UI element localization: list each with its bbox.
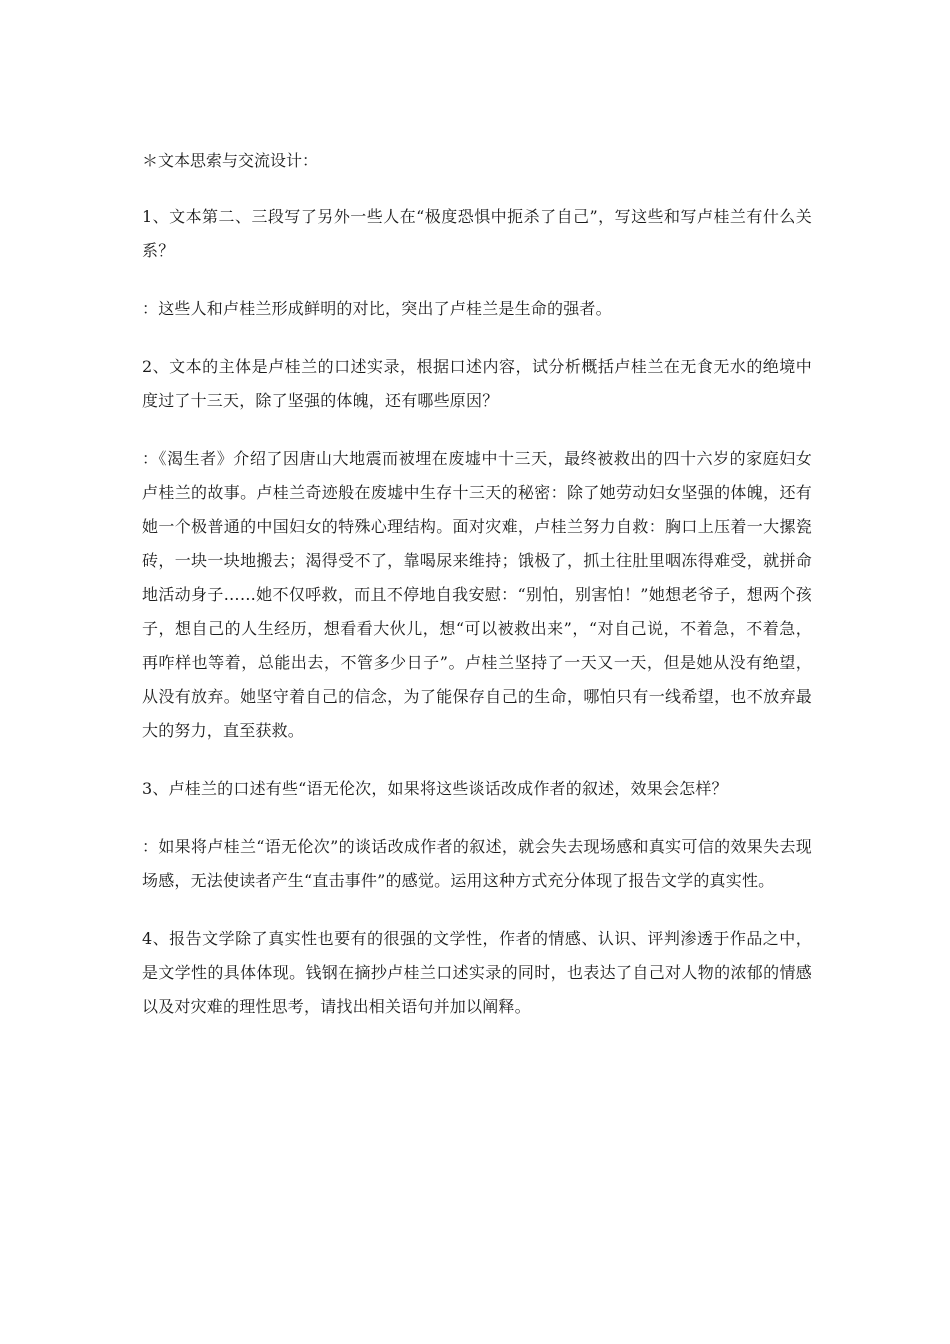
question-4: 4、报告文学除了真实性也要有的很强的文学性，作者的情感、认识、评判渗透于作品之中，是文学性的具体体现。钱钢在摘抄卢桂兰口述实录的同时，也表达了自己对人物的浓郁的情感以及对灾难的理性思考，请找出相关语句并加以阐释。 — [142, 929, 812, 1016]
section-heading: ＊文本思索与交流设计： — [142, 151, 319, 170]
question-2: 2、文本的主体是卢桂兰的口述实录，根据口述内容，试分析概括卢桂兰在无食无水的绝境中度过了十三天，除了坚强的体魄，还有哪些原因？ — [142, 357, 812, 410]
question-3: 3、卢桂兰的口述有些“语无伦次，如果将这些谈话改成作者的叙述，效果会怎样？ — [142, 779, 728, 798]
answer-3: ：如果将卢桂兰“语无伦次”的谈话改成作者的叙述，就会失去现场感和真实可信的效果失去现场感，无法使读者产生“直击事件”的感觉。运用这种方式充分体现了报告文学的真实性。 — [142, 837, 812, 890]
question-1: 1、文本第二、三段写了另外一些人在“极度恐惧中扼杀了自己”，写这些和写卢桂兰有什么关系？ — [142, 207, 812, 260]
answer-1: ：这些人和卢桂兰形成鲜明的对比，突出了卢桂兰是生命的强者。 — [142, 299, 612, 318]
document-page — [142, 146, 812, 1048]
answer-2: ：《渴生者》介绍了因唐山大地震而被埋在废墟中十三天，最终被救出的四十六岁的家庭妇女卢桂兰的故事。卢桂兰奇迹般在废墟中生存十三天的秘密：除了她劳动妇女坚强的体魄，还有她一个极普通的中国妇女的特殊心理结构。面对灾难，卢桂兰努力自救：胸口上压着一大摞瓷砖，一块一块地搬去；渴得受不了，靠喝尿来维持；饿极了，抓土往肚里咽冻得难受，就拼命地活动身子……她不仅呼救，而且不停地自我安慰：“别怕，别害怕！”她想老爷子，想两个孩子，想自己的人生经历，想看看大伙儿，想“可以被救出来”，“对自己说，不着急，不着急，再咋样也等着，总能出去，不管多少日子”。卢桂兰坚持了一天又一天，但是她从没有绝望，从没有放弃。她坚守着自己的信念，为了能保存自己的生命，哪怕只有一线希望，也不放弃最大的努力，直至获救。 — [142, 449, 812, 740]
